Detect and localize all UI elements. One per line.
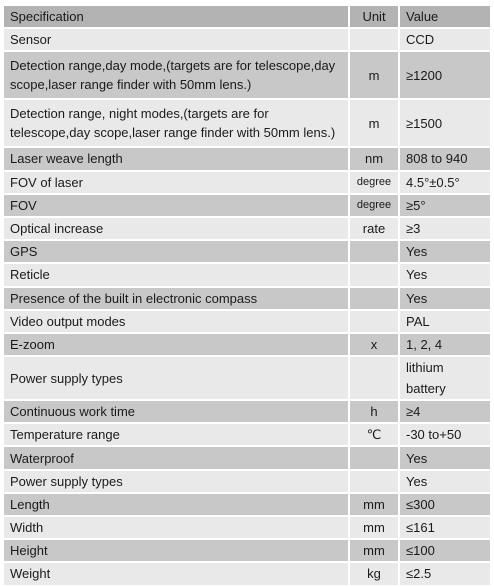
unit-cell: mm [348,517,398,538]
spec-cell: Detection range, night modes,(targets are for telescope,day scope,laser range finder with 50mm lens.) [4,100,348,146]
unit-cell: degree [348,195,398,216]
header-specification: Specification [4,6,348,27]
table-row [4,195,490,216]
value-cell: ≤100 [398,540,490,561]
table-row [4,148,490,169]
value-cell: ≥1500 [398,100,490,146]
spec-cell: Power supply types [4,471,348,492]
table-row [4,563,490,584]
value-cell: Yes [398,471,490,492]
table-row [4,288,490,309]
spec-cell: Continuous work time [4,401,348,422]
table-row [4,100,490,146]
unit-cell [348,357,398,399]
spec-cell: Video output modes [4,311,348,332]
spec-cell: Sensor [4,29,348,50]
value-cell: ≥4 [398,401,490,422]
table-row [4,447,490,468]
value-cell: ≥5° [398,195,490,216]
spec-cell: Detection range,day mode,(targets are for telescope,day scope,laser range finder with 50mm lens.) [4,52,348,98]
spec-cell: Reticle [4,264,348,285]
unit-cell: kg [348,563,398,584]
value-cell: ≥1200 [398,52,490,98]
table-row [4,29,490,50]
spec-cell: Weight [4,563,348,584]
table-row [4,517,490,538]
unit-cell: rate [348,218,398,239]
value-cell: 808 to 940 [398,148,490,169]
unit-cell: degree [348,172,398,193]
table-row [4,401,490,422]
table-row [4,471,490,492]
spec-cell: Width [4,517,348,538]
header-unit: Unit [348,6,398,27]
table-row [4,424,490,445]
value-cell: -30 to+50 [398,424,490,445]
unit-cell: h [348,401,398,422]
spec-cell: Temperature range [4,424,348,445]
unit-cell [348,264,398,285]
table-row [4,218,490,239]
spec-cell: Presence of the built in electronic compass [4,288,348,309]
table-row [4,494,490,515]
value-cell: lithium battery [398,357,490,399]
value-cell: 4.5°±0.5° [398,172,490,193]
value-cell: Yes [398,288,490,309]
unit-cell [348,447,398,468]
table-row [4,540,490,561]
unit-cell: m [348,52,398,98]
table-row [4,264,490,285]
table-row [4,52,490,98]
value-cell: ≤161 [398,517,490,538]
unit-cell [348,311,398,332]
unit-cell [348,29,398,50]
table-row [4,241,490,262]
unit-cell [348,288,398,309]
spec-cell: GPS [4,241,348,262]
table-header-row [4,6,490,27]
unit-cell: mm [348,540,398,561]
header-value: Value [398,6,490,27]
value-cell: CCD [398,29,490,50]
spec-cell: Length [4,494,348,515]
value-cell: ≥3 [398,218,490,239]
table-row [4,357,490,399]
value-cell: Yes [398,447,490,468]
value-cell: 1, 2, 4 [398,334,490,355]
spec-cell: FOV [4,195,348,216]
value-cell: Yes [398,264,490,285]
value-cell: Yes [398,241,490,262]
spec-cell: Height [4,540,348,561]
spec-cell: Optical increase [4,218,348,239]
value-cell: ≤2.5 [398,563,490,584]
value-cell: PAL [398,311,490,332]
value-cell: ≤300 [398,494,490,515]
spec-cell: FOV of laser [4,172,348,193]
specification-table [4,4,490,587]
table-row [4,172,490,193]
unit-cell: ℃ [348,424,398,445]
unit-cell [348,241,398,262]
spec-cell: Waterproof [4,447,348,468]
unit-cell: x [348,334,398,355]
spec-cell: Laser weave length [4,148,348,169]
spec-cell: E-zoom [4,334,348,355]
unit-cell: m [348,100,398,146]
unit-cell: mm [348,494,398,515]
spec-cell: Power supply types [4,357,348,399]
table-row [4,334,490,355]
table-row [4,311,490,332]
unit-cell [348,471,398,492]
unit-cell: nm [348,148,398,169]
